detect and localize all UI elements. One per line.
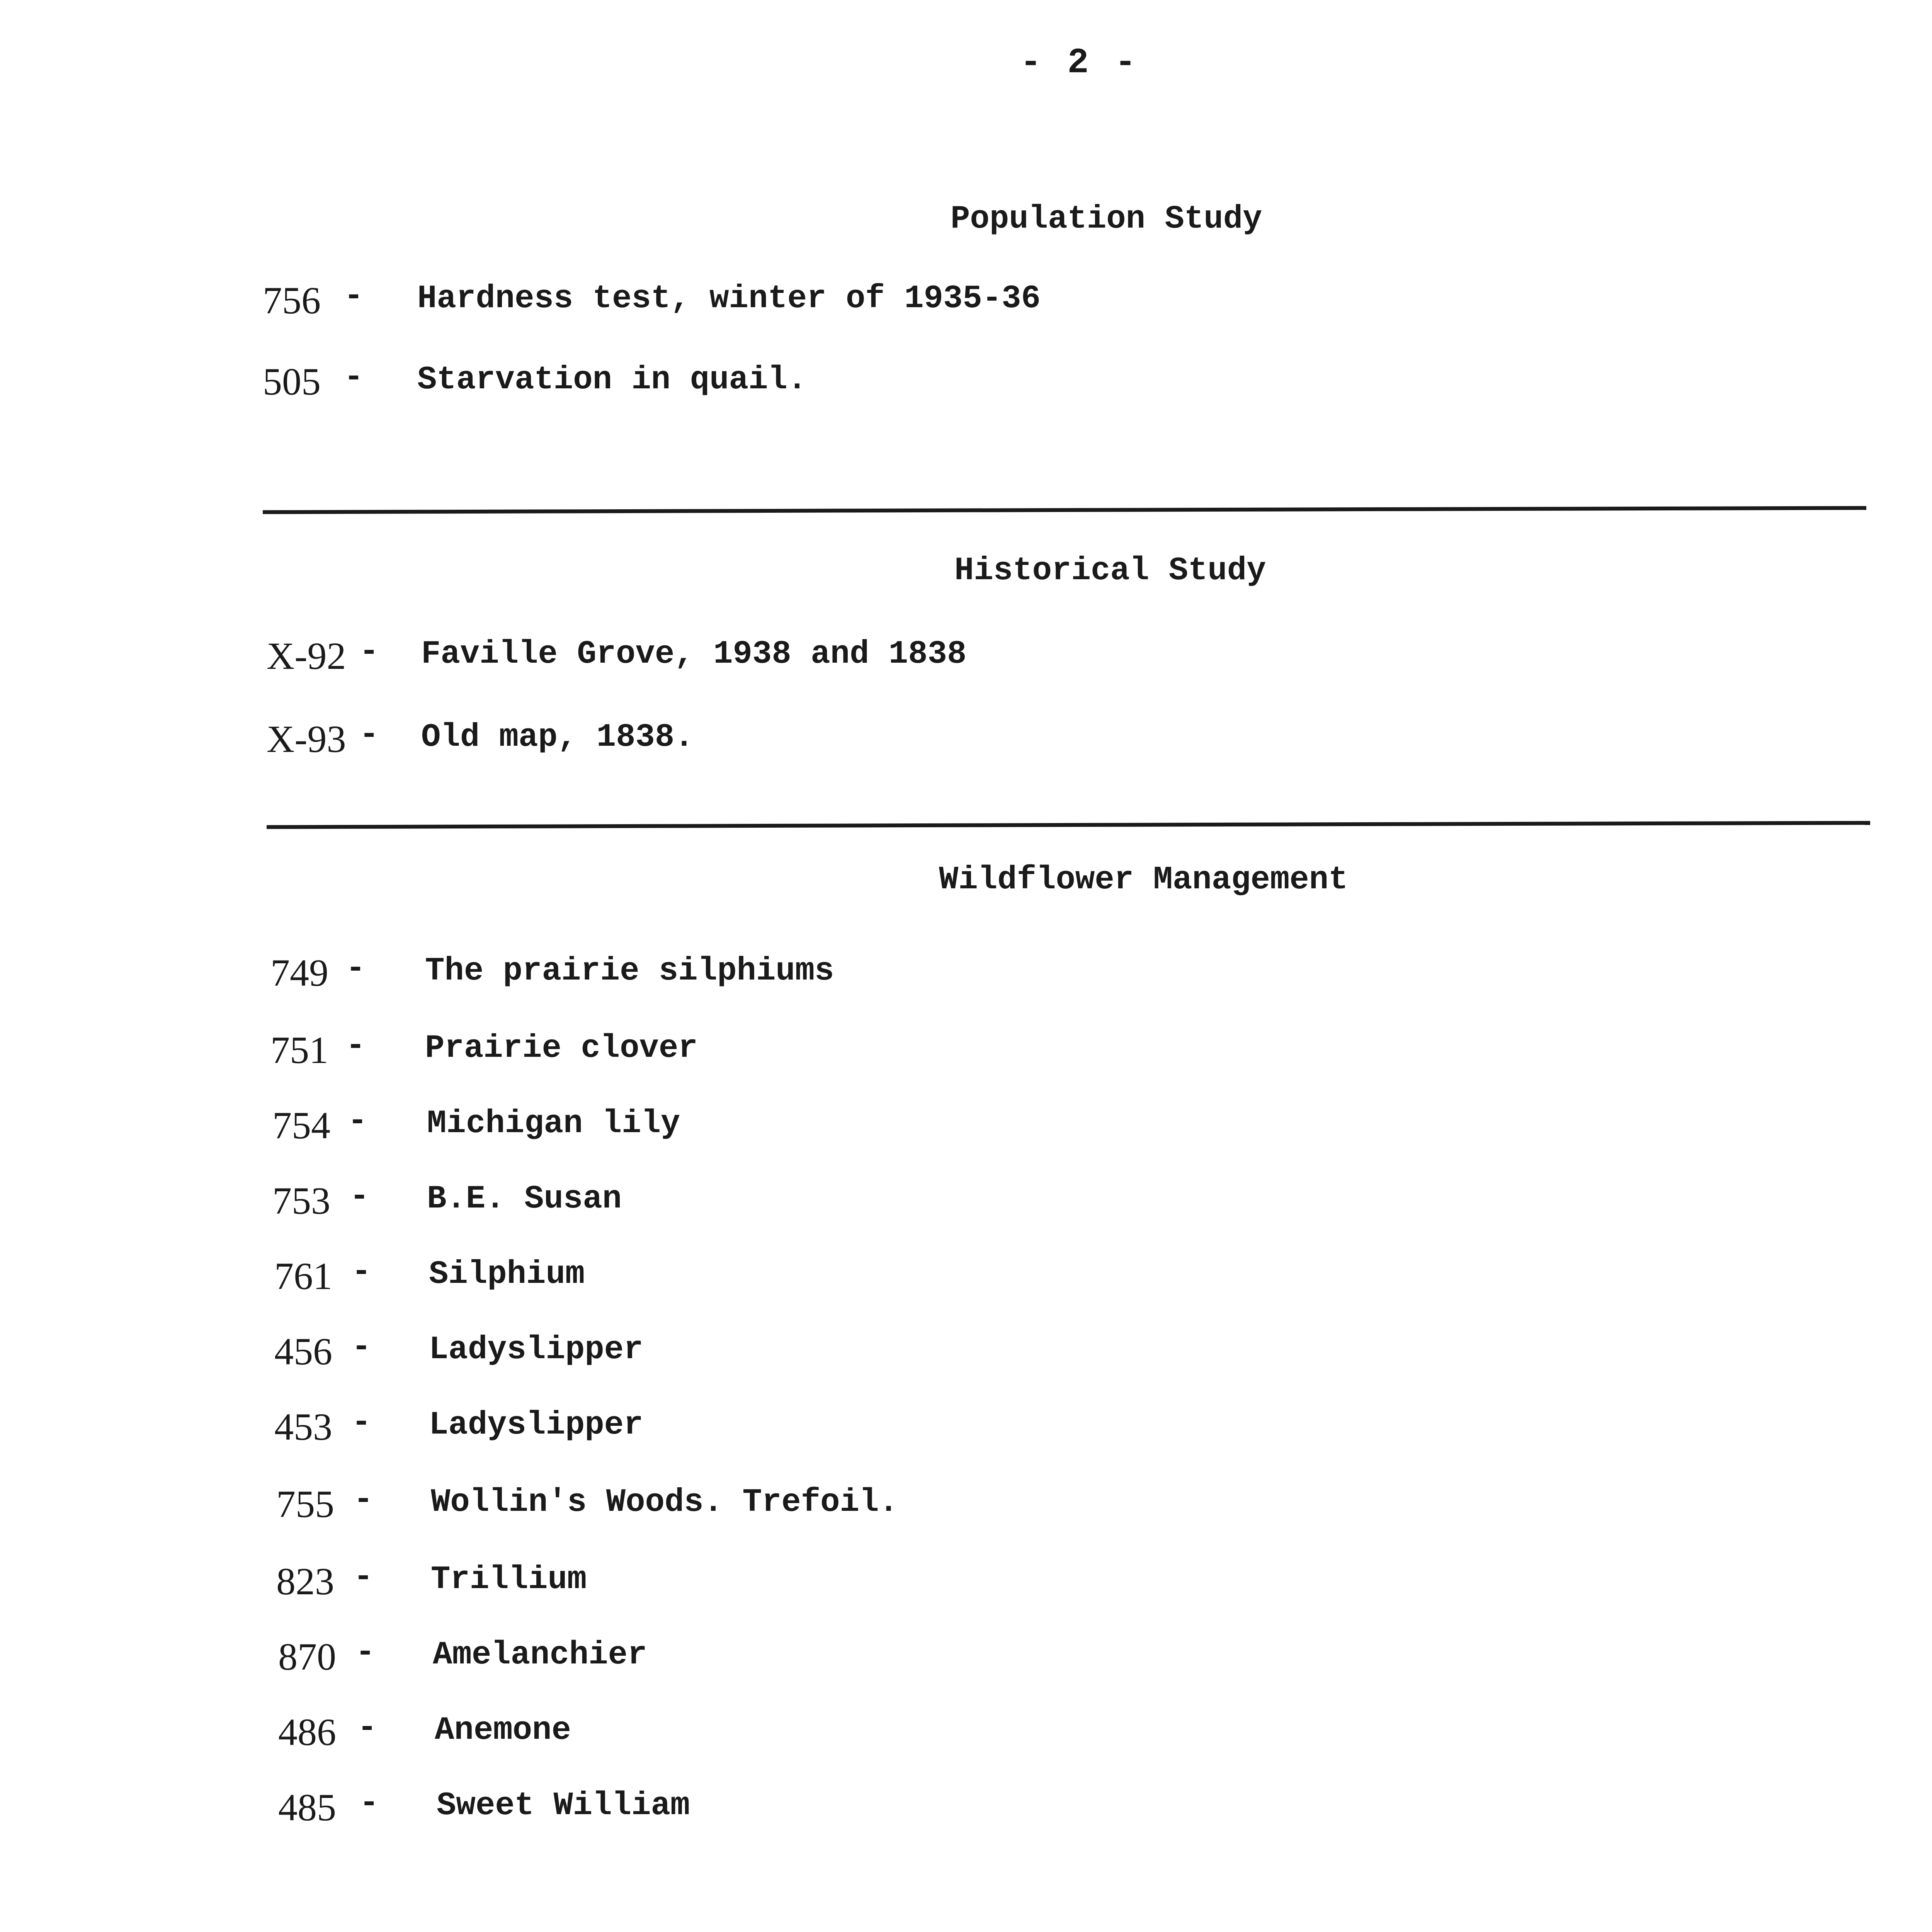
section-heading-historical: Historical Study	[954, 553, 1266, 589]
entry-dash: -	[359, 717, 379, 753]
entry-text: Amelanchier	[433, 1637, 647, 1673]
entry-dash: -	[344, 359, 364, 396]
entry-dash: -	[357, 1710, 377, 1747]
entry-dash: -	[359, 634, 379, 670]
entry-dash: -	[352, 1254, 371, 1291]
entry-dash: -	[359, 1785, 379, 1822]
entry-text: Starvation in quail.	[417, 362, 807, 398]
entry-number: 753	[272, 1179, 330, 1222]
entry-number: 485	[278, 1786, 336, 1829]
entry-number: 761	[274, 1255, 332, 1298]
entry-number: X-93	[267, 718, 346, 760]
entry-text: B.E. Susan	[427, 1181, 622, 1218]
entry-number: 749	[270, 951, 328, 994]
entry-dash: -	[350, 1179, 369, 1215]
entry-text: Old map, 1838.	[421, 719, 694, 756]
entry-dash: -	[346, 1028, 366, 1065]
section-divider	[263, 506, 1866, 514]
entry-number: 453	[274, 1405, 332, 1448]
entry-dash: -	[352, 1405, 371, 1441]
entry-number: 456	[274, 1330, 332, 1373]
entry-number: 505	[263, 360, 321, 403]
entry-dash: -	[348, 1103, 367, 1140]
entry-number: 486	[278, 1711, 336, 1753]
entry-text: Faville Grove, 1938 and 1838	[421, 636, 967, 673]
entry-text: Wollin's Woods. Trefoil.	[431, 1484, 898, 1521]
entry-text: Ladyslipper	[429, 1332, 643, 1368]
entry-text: Silphium	[429, 1256, 585, 1293]
entry-text: Hardness test, winter of 1935-36	[417, 281, 1041, 317]
entry-text: Sweet William	[437, 1787, 690, 1824]
page-number: - 2 -	[1020, 43, 1139, 83]
entry-number: 751	[270, 1029, 328, 1071]
entry-dash: -	[354, 1482, 373, 1519]
entry-number: 823	[276, 1560, 334, 1603]
entry-dash: -	[352, 1329, 371, 1366]
entry-dash: -	[344, 278, 364, 315]
entry-dash: -	[354, 1559, 373, 1596]
entry-text: Prairie clover	[425, 1030, 698, 1067]
entry-text: Ladyslipper	[429, 1407, 643, 1444]
entry-number: 756	[263, 279, 321, 322]
section-divider	[267, 821, 1870, 829]
entry-number: 754	[272, 1104, 330, 1147]
entry-number: X-92	[267, 634, 346, 677]
entry-text: Michigan lily	[427, 1105, 680, 1142]
entry-number: 870	[278, 1635, 336, 1678]
entry-dash: -	[346, 951, 366, 987]
entry-text: Anemone	[435, 1712, 571, 1749]
entry-dash: -	[355, 1634, 375, 1671]
section-heading-wildflower: Wildflower Management	[939, 862, 1348, 898]
entry-text: Trillium	[431, 1561, 587, 1598]
section-heading-population: Population Study	[951, 201, 1262, 238]
entry-text: The prairie silphiums	[425, 953, 834, 990]
entry-number: 755	[276, 1483, 334, 1526]
